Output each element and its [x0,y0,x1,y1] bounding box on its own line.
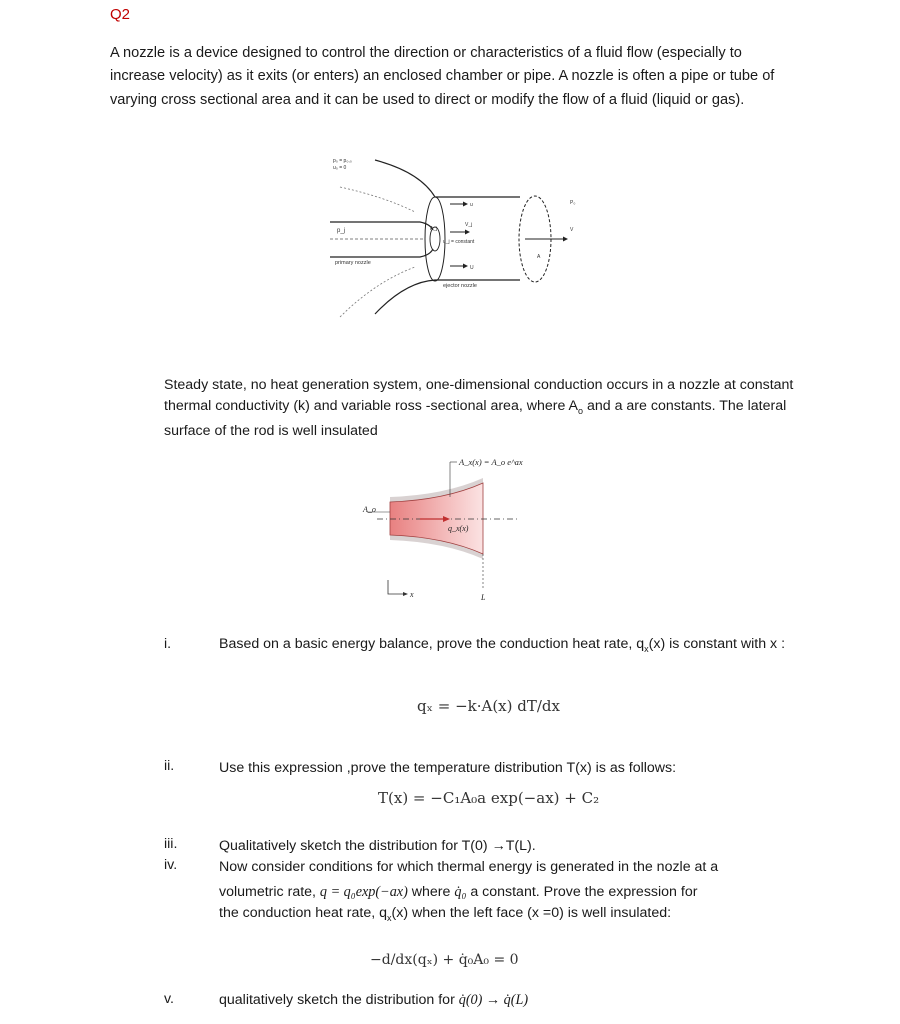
equation-ii: T(x) = −C₁A₀a exp(−ax) + C₂ [378,789,600,807]
problem-statement-part2: and a are constants. The lateral surface of the rod is well insulated [164,397,787,439]
label-vj: V_j [465,222,473,228]
item-i-subscript: x [644,643,649,654]
flow-line [340,267,415,317]
question-label: Q2 [110,6,131,23]
item-iv-line2-b: where [407,884,455,900]
item-number-i: i. [164,636,172,652]
item-iv-subscript: x [387,912,392,923]
item-i-text-before: Based on a basic energy balance, prove the conduction heat rate, q [219,636,645,652]
inlet-ellipse [425,197,445,281]
label-pj: p_j [337,228,346,234]
flow-arrow [463,202,468,207]
label-x: x [410,590,414,599]
conduction-nozzle-diagram [355,452,535,602]
item-text-ii: Use this expression ,prove the temperature distribution T(x) is as follows: [219,760,677,776]
label-v-right: V [570,227,574,233]
item-text-iv-line1: Now consider conditions for which thermal energy is generated in the nozle at a [219,859,719,875]
flow-arrow [563,237,568,242]
label-u-bottom: U [470,265,474,271]
label-l: L [481,593,486,602]
label-ejector-nozzle: ejector nozzle [443,283,477,289]
item-text-iv-line3 [219,903,799,928]
item-text-iii: Qualitatively sketch the distribution for T(0) →T(L). [219,838,536,854]
label-u-top: u [470,202,473,208]
label-ao: A_o [363,505,376,514]
label-uj-constant: u_j = constant [443,239,475,245]
label-p0u0: p₀ = p₀,₀ [333,158,352,164]
flow-line [340,187,415,212]
problem-statement-part1: Steady state, no heat generation system, one-dimensional conduction occurs in a nozzle at constant thermal conductivity (k) and variable ross -sectional area, where A [164,377,794,414]
primary-nozzle [330,222,433,257]
item-iv-line2-a: volumetric rate, [219,884,320,900]
item-i-text-after: (x) is constant with x : [648,636,786,652]
ejector-nozzle-diagram [325,152,595,322]
item-number-v: v. [164,991,174,1007]
item-iv-line2-c: a constant. Prove the expression for [466,884,698,900]
item-number-iv: iv. [164,857,178,873]
item-iv-line3-b: (x) when the left face (x =0) is well insulated: [391,905,672,921]
item-number-iii: iii. [164,836,178,852]
generation-rate-expression: q = q₀exp(−ax) [319,884,408,900]
equation-iv: −d/dx(qₓ) + q̇₀A₀ = 0 [370,952,519,968]
x-axis-marker [388,580,403,594]
subscript-o: o [578,405,584,416]
label-p0-right: P₀ [570,200,576,206]
item-iv-line3-a: the conduction heat rate, q [219,905,388,921]
label-a: A [537,254,541,260]
label-qx: q_x(x) [448,524,469,533]
label-primary-nozzle: primary nozzle [335,260,371,266]
item-v-math: q̇(0) → q̇(L) [458,992,529,1008]
label-u0: u₀ = 0 [333,165,347,171]
equation-i: qₓ = −k·A(x) dT/dx [417,697,560,715]
item-text-v [219,990,799,1010]
item-text-i [219,634,799,659]
intro-paragraph: A nozzle is a device designed to control the direction or characteristics of a fluid flow (especially to increase velocity) as it exits (or enters) an enclosed chamber or pipe. A nozzle is often a pipe or tube of varying cross sectional area and it can be used to direct or modify the flow of a fluid (liquid or gas). [110,45,775,108]
label-aj: A_j [430,226,438,232]
flow-arrow [465,230,470,235]
problem-statement [164,375,814,441]
flow-arrow [463,264,468,269]
item-text-iv-line2 [219,882,799,902]
ejector-wall-top [375,160,520,197]
label-area-formula: A_x(x) = A_o e^ax [459,457,523,467]
item-v-text: qualitatively sketch the distribution for [219,992,459,1008]
item-number-ii: ii. [164,758,175,774]
generation-constant: q̇₀ [454,884,467,900]
